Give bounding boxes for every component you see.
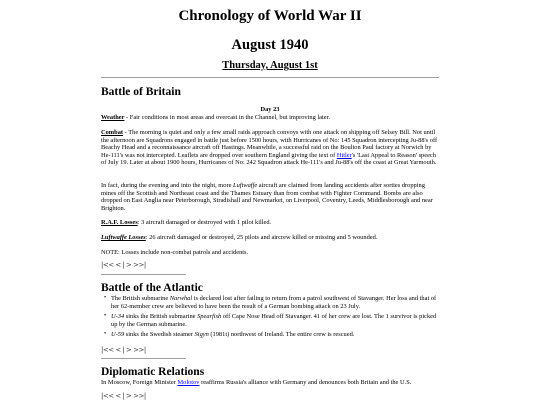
evening-text-1: In fact, during the evening and into the night, more: [101, 182, 234, 189]
evening-text-2: aircraft are claimed from landing accidents after sorties dropping mines off the Scottish and Northeast coast and the Thames Estuary than from combat with Fighter Command. Bombs are also dropped on East Anglia near Peterborough, Stradishall and Newmarket, on Liverpool, Coventry, Leeds, Middlesborough and near Brighton.: [101, 182, 433, 212]
divider: [101, 274, 186, 275]
hitler-link[interactable]: Hitler: [336, 151, 352, 159]
combat-text-2: 's 'Last Appeal to Reason' speech of July 19. Later at about 1900 hours, Hurricanes of No: 242 Squadron attack He-111's and Ju-88's off the coast at Great Yarmouth.: [101, 151, 437, 167]
section-heading-battle-of-britain: Battle of Britain: [101, 86, 181, 98]
nav-prev-button[interactable]: <: [115, 261, 121, 269]
nav-last-button[interactable]: >>|: [133, 392, 146, 400]
combat-label: Combat: [101, 129, 124, 136]
day-label: Day 23: [260, 106, 280, 113]
item-text: The British submarine: [111, 295, 170, 302]
divider: [101, 358, 186, 359]
divider: [101, 77, 439, 78]
page-title: Chronology of World War II: [178, 8, 362, 24]
list-item: [101, 331, 439, 339]
item-text: is declared lost after failing to return from a patrol southwest of Stavanger. Her loss and that of her 62-member crew are believed to have been the result of a German bombing attack on 23 July.: [111, 295, 437, 310]
nav-prev-button[interactable]: <: [115, 392, 121, 400]
luftwaffe-term: Luftwaffe: [233, 182, 258, 189]
ship-name: Sigyn: [194, 331, 209, 339]
nav-next-button[interactable]: >: [126, 346, 132, 354]
molotov-link[interactable]: Molotov: [177, 379, 200, 386]
item-text: (1981t) northwest of Ireland. The entire crew is rescued.: [208, 331, 355, 339]
ship-name: Narwhal: [169, 295, 193, 302]
ship-name: Spearfish: [197, 313, 222, 321]
list-item: [101, 295, 439, 310]
month-heading: August 1940: [231, 37, 309, 53]
luftwaffe-losses: [101, 234, 439, 242]
weather-text: - Fair conditions in most areas and overcast in the Channel, but improving later.: [124, 114, 330, 121]
combat-text-1: - The morning is quiet and only a few small raids approach convoys with one attack on shipping off Selsey Bill. Not until the afternoon are Squadrons engaged in battle just before 1500 hours, with Hurricanes of No: 145 Squadron intercepting Ju-88's off Beachy Head and a reconnaissance aircraft off Hastings. Meanwhile, a successful raid on the Boulton Paul factory at Norwich by He-111's was not intercepted. Leaflets are dropped over southern England giving the text of: [101, 129, 438, 159]
atlantic-list: [101, 295, 439, 342]
nav-prev-button[interactable]: <: [115, 346, 121, 354]
diplomatic-text: In Moscow, Foreign Minister: [101, 379, 178, 386]
nav-bar: [101, 392, 146, 400]
raf-losses: [101, 219, 439, 227]
nav-separator: |: [122, 346, 125, 354]
item-text: sinks the Swedish steamer: [124, 331, 195, 339]
section-heading-atlantic: Battle of the Atlantic: [101, 282, 203, 294]
nav-bar: [101, 346, 146, 354]
luftwaffe-losses-label: Luftwaffe Losses: [101, 234, 146, 241]
nav-next-button[interactable]: >: [126, 261, 132, 269]
nav-separator: |: [122, 392, 125, 400]
nav-first-button[interactable]: |<<: [101, 346, 114, 354]
uboat-name: U-59: [111, 331, 125, 339]
diplomatic-paragraph: [101, 379, 439, 387]
raf-losses-label: R.A.F. Losses: [101, 219, 138, 226]
nav-bar: [101, 261, 146, 269]
item-text: off Cape Nose Head off Stavanger. 41 of her crew are lost. The 1 survivor is picked up by the German submarine.: [111, 313, 437, 328]
section-heading-diplomatic: Diplomatic Relations: [101, 366, 205, 378]
day-heading: Thursday, August 1st: [222, 60, 318, 71]
nav-next-button[interactable]: >: [126, 392, 132, 400]
item-text: sinks the British submarine: [124, 313, 198, 321]
nav-first-button[interactable]: |<<: [101, 392, 114, 400]
nav-last-button[interactable]: >>|: [133, 261, 146, 269]
losses-note: NOTE: Losses include non-combat patrols and accidents.: [101, 249, 249, 256]
weather-paragraph: [101, 114, 439, 122]
evening-paragraph: [101, 182, 439, 212]
luftwaffe-losses-text: : 26 aircraft damaged or destroyed, 25 pilots and aircrew killed or missing and 5 wounded.: [145, 234, 378, 241]
nav-last-button[interactable]: >>|: [133, 346, 146, 354]
nav-first-button[interactable]: |<<: [101, 261, 114, 269]
weather-label: Weather: [101, 114, 125, 121]
combat-paragraph: [101, 129, 439, 167]
nav-separator: |: [122, 261, 125, 269]
raf-losses-text: : 3 aircraft damaged or destroyed with 1 pilot killed.: [137, 219, 272, 226]
diplomatic-text: reaffirms Russia's alliance with Germany and denounces both Britain and the U.S.: [199, 379, 412, 386]
uboat-name: U-34: [111, 313, 125, 321]
list-item: [101, 313, 439, 328]
